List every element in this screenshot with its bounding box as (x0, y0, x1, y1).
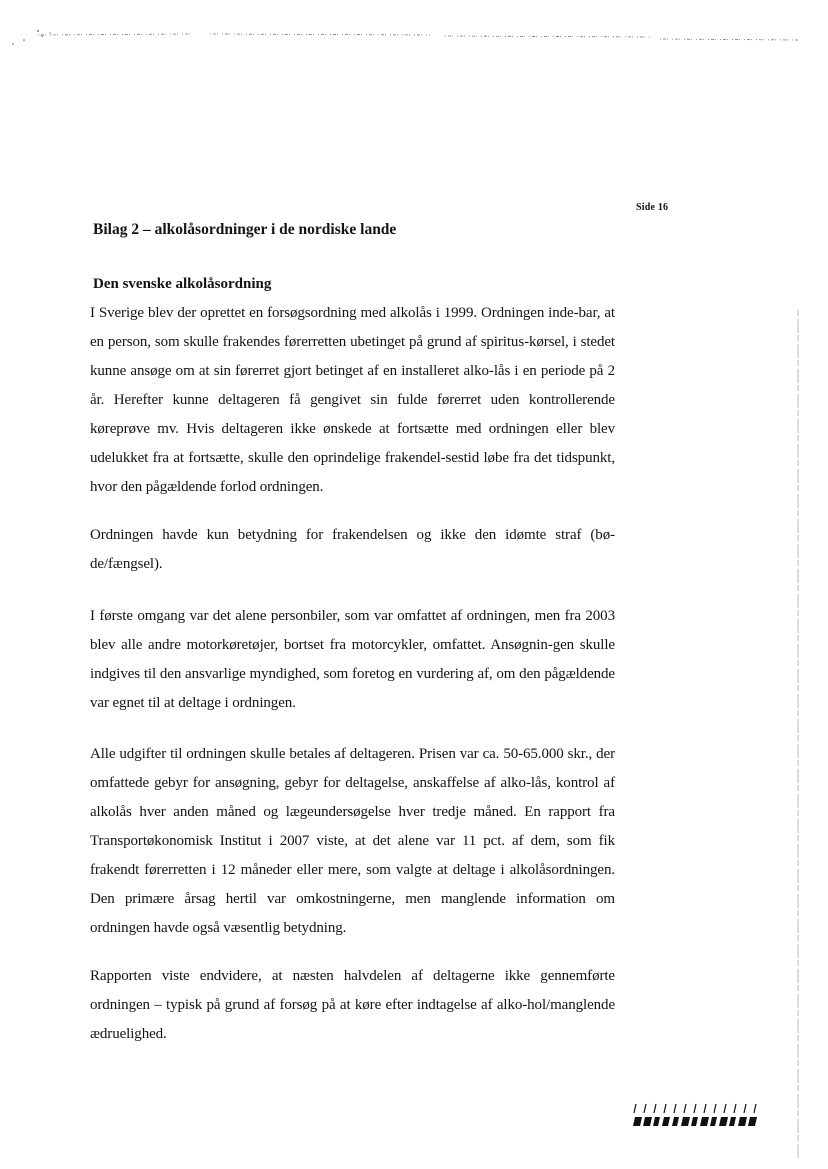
page-number: Side 16 (636, 202, 669, 213)
section-heading: Den svenske alkolåsordning (93, 276, 272, 292)
paragraph: Alle udgifter til ordningen skulle betales af deltageren. Prisen var ca. 50-65.000 skr., der omfattede gebyr for ansøgning, gebyr for deltagelse, anskaffelse af alko-lås, kontrol af alkolås hver anden måned og lægeundersøgelse hver tredje måned. En rapport fra Transportøkonomisk Institut i 2007 viste, at det alene var 11 pct. af dem, som fik frakendt førerretten i 12 måneder eller mere, som valgte at deltage i alkolåsordningen. Den primære årsag hertil var omkostningerne, men manglende information om ordningen havde også væsentlig betydning. (90, 746, 615, 936)
appendix-title: Bilag 2 – alkolåsordninger i de nordiske lande (93, 221, 397, 238)
paragraph: Ordningen havde kun betydning for frakendelsen og ikke den idømte straf (bø-de/fængsel). (90, 527, 615, 572)
barcode-icon (632, 1103, 758, 1127)
paragraph: I Sverige blev der oprettet en forsøgsordning med alkolås i 1999. Ordningen inde-bar, at en person, som skulle frakendes førerretten ubetinget på grund af spiritus-kørsel, i stedet kunne ansøge om at sin førerret gjort betinget af en installeret alko-lås i en periode på 2 år. Herefter kunne deltageren få gengivet sin fulde førerret uden kontrollerende køreprøve mv. Hvis deltageren ikke ønskede at fortsætte med ordningen eller blev udelukket fra at fortsætte, skulle den oprindelige frakendel-sestid løbe fra det tidspunkt, hvor den pågældende forlod ordningen. (90, 305, 615, 495)
scan-noise-top (10, 28, 800, 46)
paragraph: Rapporten viste endvidere, at næsten halvdelen af deltagerne ikke gennemførte ordningen – typisk på grund af forsøg på at køre efter indtagelse af alko-hol/manglende ædruelighed. (90, 968, 615, 1042)
paragraph: I første omgang var det alene personbiler, som var omfattet af ordningen, men fra 2003 blev alle andre motorkøretøjer, bortset fra motorcykler, omfattet. Ansøgnin-gen skulle indgives til den ansvarlige myndighed, som foretog en vurdering af, om den pågældende var egnet til at deltage i ordningen. (90, 608, 615, 711)
scan-edge-line (797, 310, 799, 1160)
